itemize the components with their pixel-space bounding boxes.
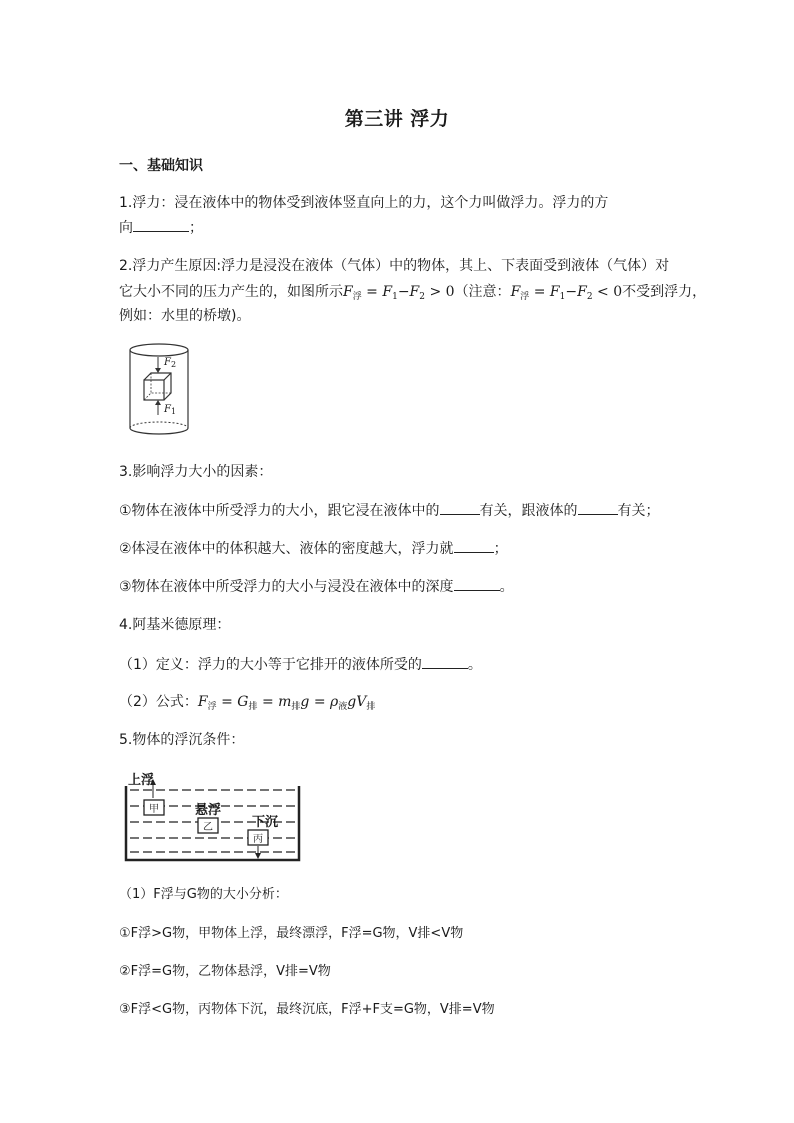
formula-net-force-positive: $F_浮 = F_1-F_2 > 0$ — [343, 284, 455, 302]
item4-heading: 4.阿基米德原理： — [119, 617, 231, 633]
item2-line2 — [119, 282, 706, 307]
label-suspend: 悬浮 — [195, 803, 222, 818]
item2-line2-text: 它大小不同的压力产生的，如图所示 — [119, 284, 343, 300]
item4-formula: （2）公式：$F_浮 = G_排 = m_排g = \rho_液gV_排$ — [119, 694, 376, 712]
item4-definition: （1）定义：浮力的大小等于它排开的液体所受的 。 — [119, 654, 482, 675]
label-f2: $F_2$ — [164, 357, 177, 369]
label-float-up: 上浮 — [128, 773, 155, 788]
analysis-row-1: ①F浮>G物，甲物体上浮，最终漂浮，F浮=G物，V排<V物 — [119, 926, 464, 941]
item2-line3: 例如：水里的桥墩)。 — [119, 308, 251, 324]
page-title: 第三讲 浮力 — [344, 108, 450, 130]
cylinder-cube-figure — [124, 340, 194, 440]
item1-line2 — [119, 217, 203, 238]
blank-depth — [454, 576, 500, 591]
item5-heading: 5.物体的浮沉条件： — [119, 732, 245, 748]
blank-gravity — [422, 654, 468, 669]
section-heading: 一、基础知识 — [119, 158, 203, 174]
note-text: 不受到浮力， — [622, 284, 707, 300]
item3-b: ②体浸在液体中的体积越大、液体的密度越大，浮力就 ； — [119, 538, 508, 559]
box-label-a: 甲 — [149, 804, 159, 815]
blank-density — [578, 500, 618, 515]
analysis-row-3: ③F浮<G物，丙物体下沉，最终沉底，F浮+F支=G物，V排=V物 — [119, 1002, 495, 1017]
item3-a: ①物体在液体中所受浮力的大小，跟它浸在液体中的 有关，跟液体的 有关； — [119, 500, 660, 521]
box-label-b: 乙 — [203, 822, 213, 833]
item2-line1: 2.浮力产生原因:浮力是浸没在液体（气体）中的物体，其上、下表面受到液体（气体）对 — [119, 258, 670, 274]
item1-line2-end: ； — [189, 220, 203, 236]
blank-direction — [133, 217, 189, 232]
note-open: （注意： — [454, 284, 511, 300]
blank-volume — [440, 500, 480, 515]
formula-net-force-negative: $F_浮 = F_1-F_2 < 0$ — [510, 284, 623, 302]
analysis-row-2: ②F浮=G物，乙物体悬浮，V排=V物 — [119, 964, 331, 979]
item3-c: ③物体在液体中所受浮力的大小与浸没在液体中的深度 。 — [119, 576, 514, 597]
label-f1: $F_1$ — [164, 404, 177, 416]
label-sink: 下沉 — [252, 815, 279, 830]
analysis-heading: （1）F浮与G物的大小分析： — [119, 887, 288, 902]
item1-line1: 1.浮力：浸在液体中的物体受到液体竖直向上的力，这个力叫做浮力。浮力的方 — [119, 195, 609, 211]
archimedes-formula: $F_浮 = G_排 = m_排g = \rho_液gV_排$ — [197, 694, 376, 712]
item1-line2-text: 向 — [119, 220, 133, 236]
box-label-c: 丙 — [253, 834, 263, 845]
item3-heading: 3.影响浮力大小的因素： — [119, 464, 273, 480]
blank-larger — [454, 538, 494, 553]
